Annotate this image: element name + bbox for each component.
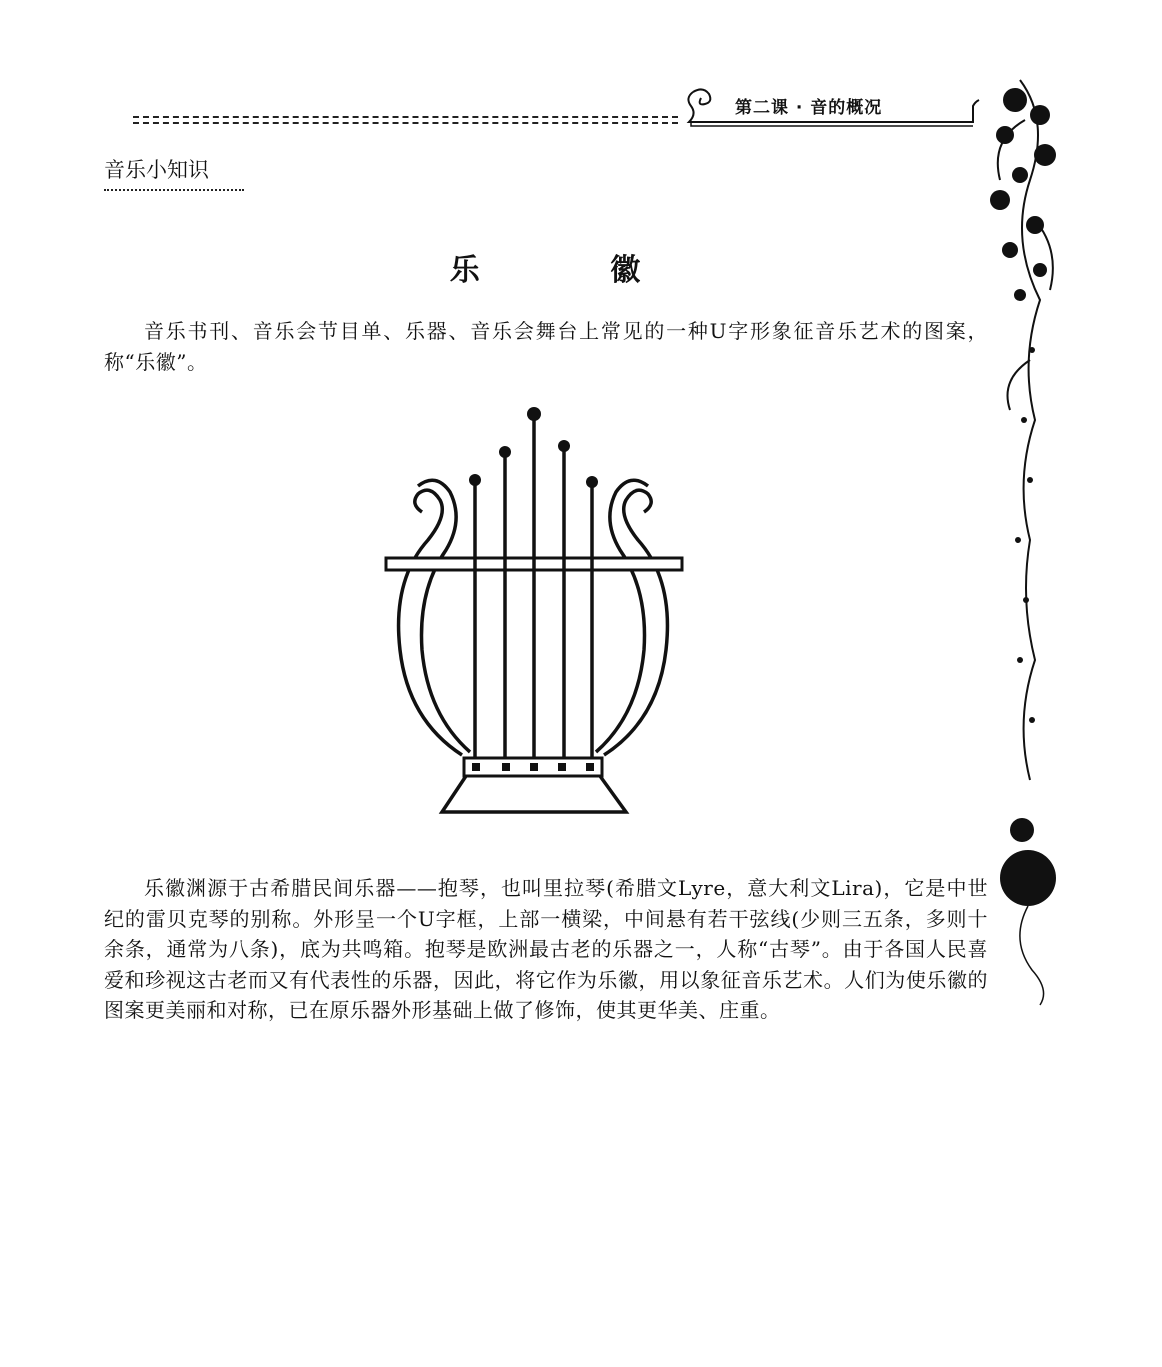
paragraph-intro: 音乐书刊、音乐会节目单、乐器、音乐会舞台上常见的一种U字形象征音乐艺术的图案，称“乐徽”。 [104, 319, 988, 374]
header-rule [133, 116, 678, 124]
lyre-icon [378, 400, 688, 820]
article-title: 乐 徽 [449, 253, 701, 288]
section-label: 音乐小知识 [104, 158, 209, 182]
floral-vine-icon [960, 60, 1070, 1010]
lesson-title: 第二课 · 音的概况 [735, 98, 883, 118]
paragraph-history: 乐徽渊源于古希腊民间乐器——抱琴，也叫里拉琴(希腊文Lyre，意大利文Lira)，它是中世纪的雷贝克琴的别称。外形呈一个U字框，上部一横梁，中间悬有若干弦线(少则三五条，多则十余条，通常为八条)，底为共鸣箱。抱琴是欧洲最古老的乐器之一，人称“古琴”。由于各国人民喜爱和珍视这古老而又有代表性的乐器，因此，将它作为乐徽，用以象征音乐艺术。人们为使乐徽的图案更美丽和对称，已在原乐器外形基础上做了修饰，使其更华美、庄重。 [104, 876, 988, 1022]
section-underline [104, 189, 244, 195]
